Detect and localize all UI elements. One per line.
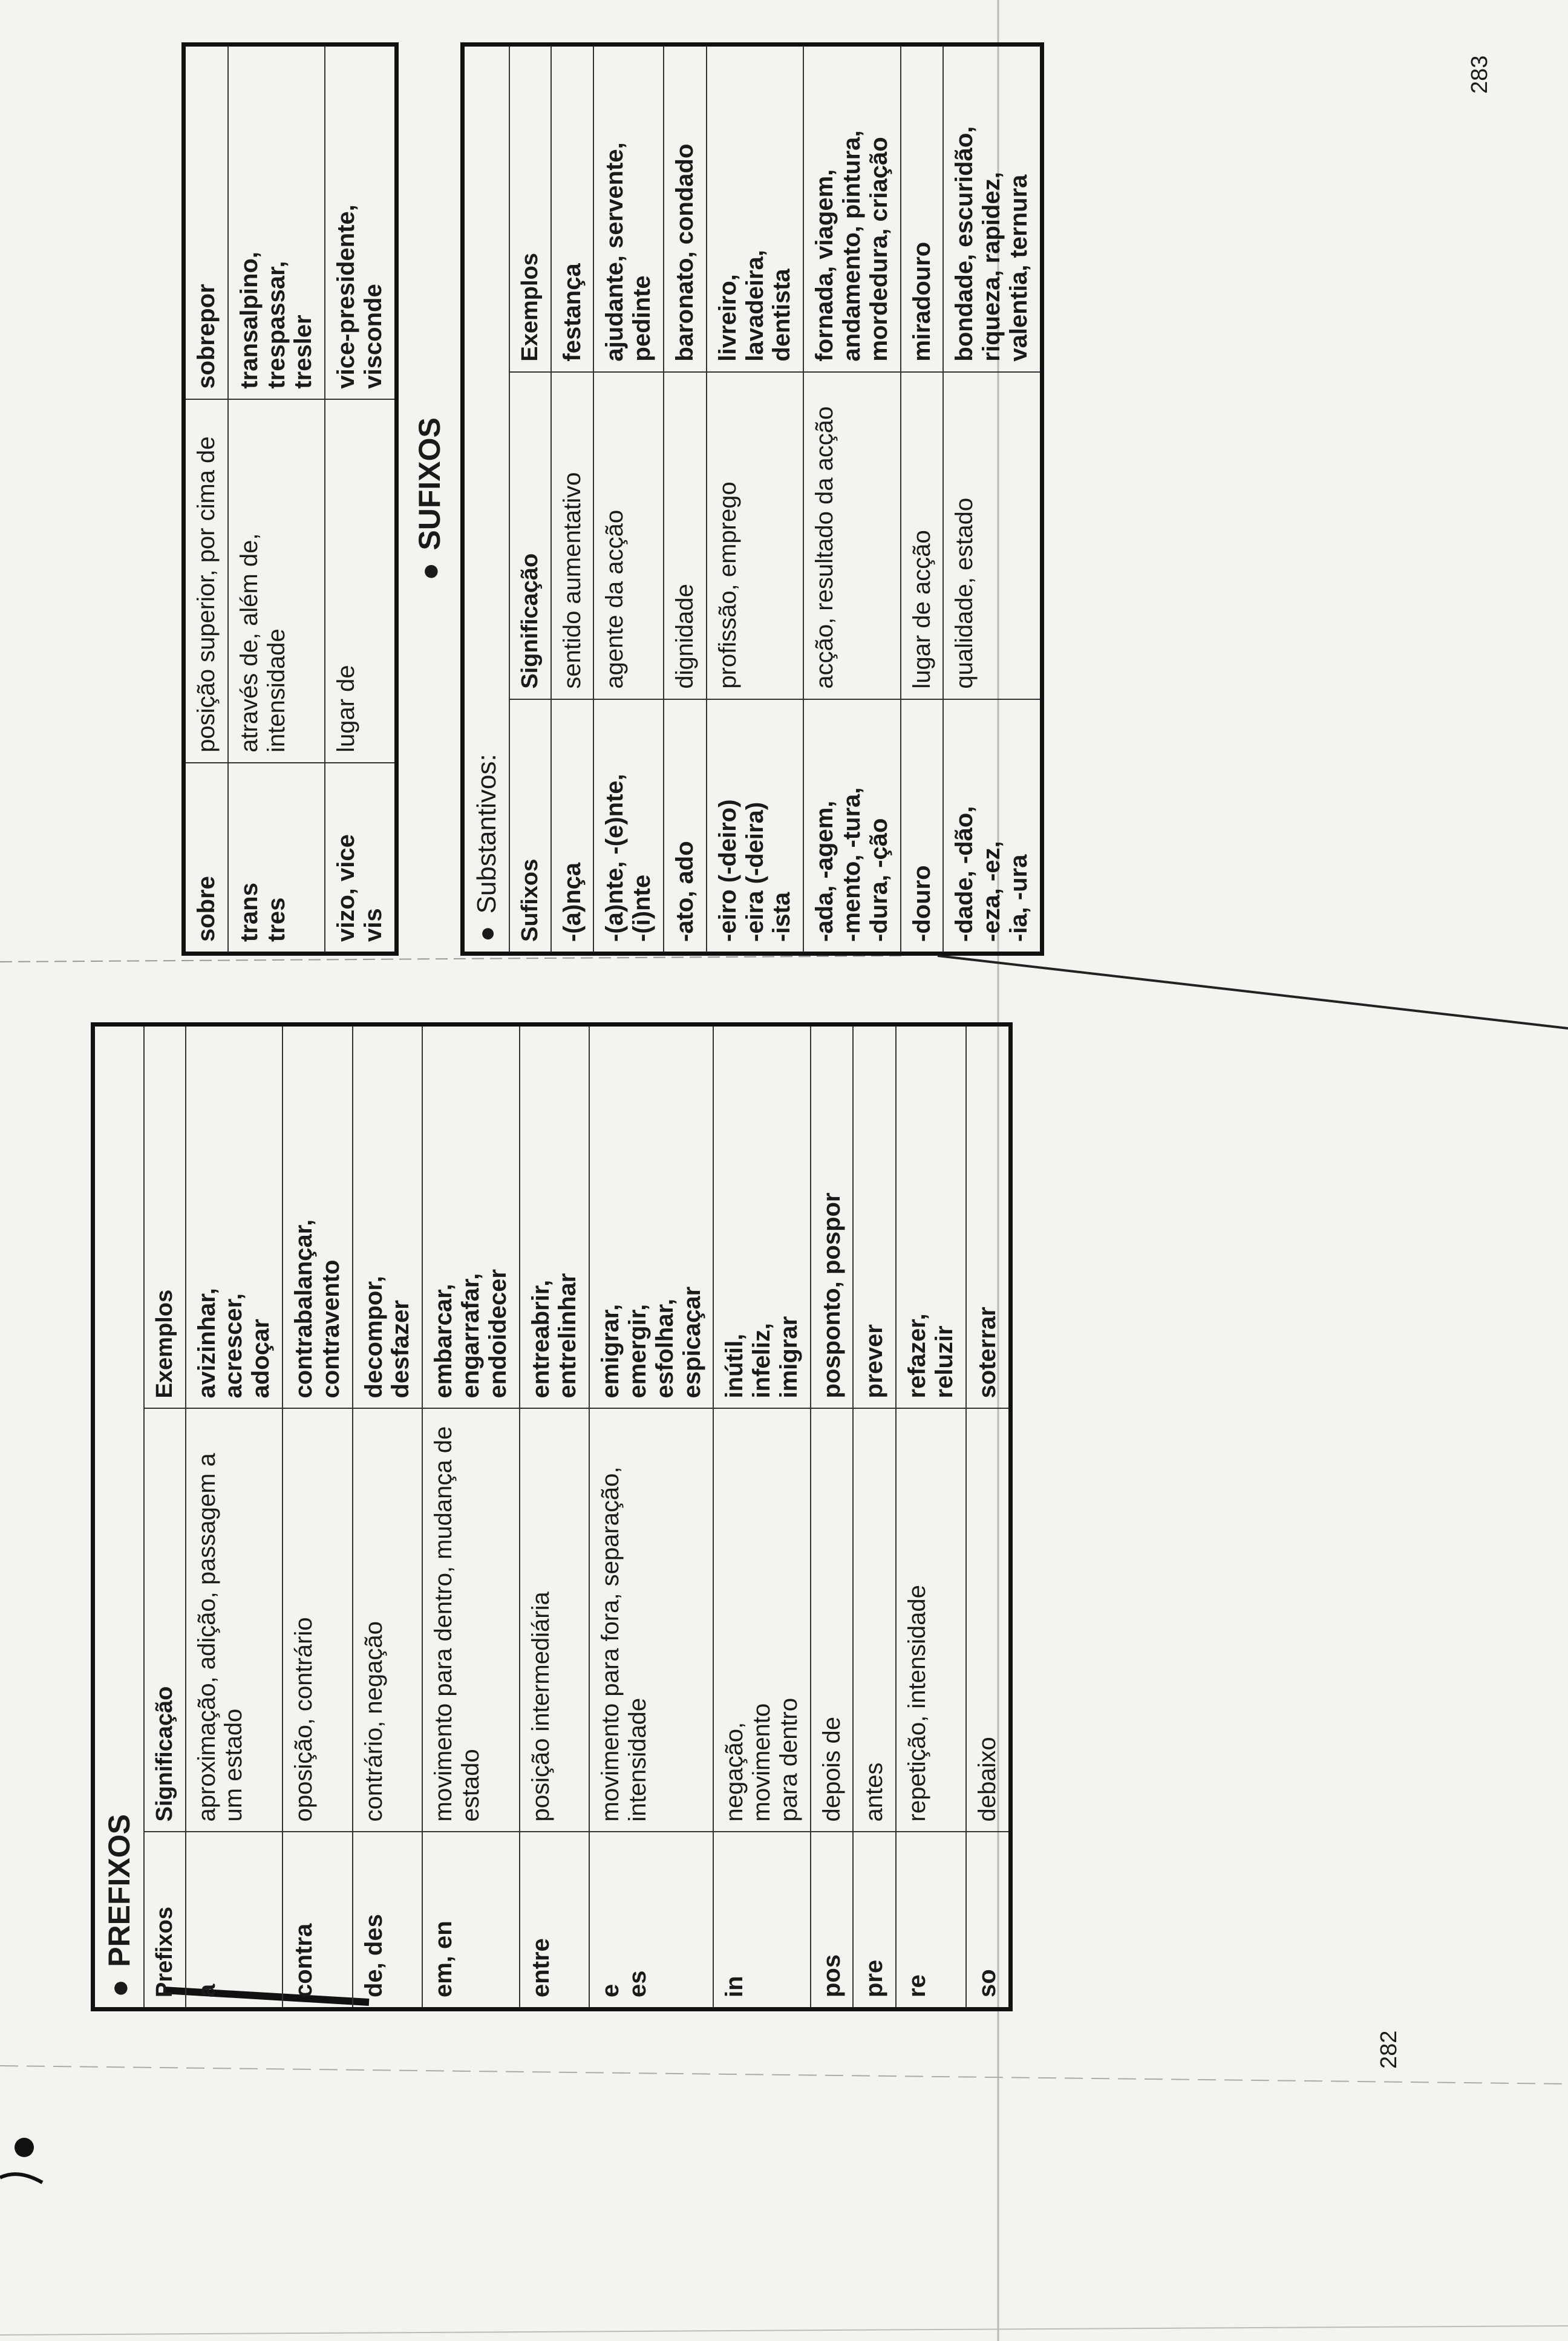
cell-line: -douro: [908, 865, 935, 942]
cell-line: ajudante, servente,: [601, 142, 629, 362]
cell-meaning: [803, 372, 900, 699]
cell-meaning: [520, 1408, 590, 1832]
cell-line: entre: [527, 1938, 554, 1997]
cell-line: pre: [861, 1959, 888, 1997]
cell-prefix: [186, 1832, 283, 2009]
cell-examples: [901, 45, 944, 372]
cell-line: engarrafar,: [457, 1273, 484, 1399]
cell-prefix: [353, 1832, 423, 2009]
header-examples: Exemplos: [144, 1025, 186, 1409]
cell-examples: [811, 1025, 854, 1409]
cell-prefix: [811, 1832, 854, 2009]
cell-line: embarcar,: [430, 1284, 457, 1399]
cell-line: sobrepor: [193, 284, 220, 389]
cell-examples: [803, 45, 900, 372]
cell-line: es: [624, 1970, 651, 1997]
cell-line: entrelinhar: [554, 1273, 581, 1399]
cell-line: fornada, viagem,: [811, 169, 838, 362]
cell-line: lavadeira,: [741, 250, 768, 362]
cell-line: valentia, ternura: [1005, 174, 1032, 362]
cell-line: baronato, condado: [671, 143, 698, 362]
cell-prefix: [325, 763, 396, 954]
cell-line: movimento: [748, 1703, 776, 1822]
page-edge-line: [0, 2326, 1568, 2335]
table-row: [325, 45, 396, 954]
cell-meaning: [551, 372, 594, 699]
prefix-table: [91, 1022, 1013, 2011]
cell-line: contra: [290, 1923, 317, 1997]
bullet-icon: ●: [412, 562, 446, 581]
cell-prefix: [853, 1832, 896, 2009]
cell-line: profissão, emprego: [714, 482, 741, 689]
cell-meaning: [186, 1408, 283, 1832]
cell-line: negação,: [721, 1722, 748, 1822]
substantives-heading: ●Substantivos:: [462, 45, 509, 954]
table-row: [353, 1025, 423, 2010]
cell-line: trespassar,: [263, 261, 290, 389]
header-suffix: Sufixos: [509, 699, 551, 954]
cell-meaning: [713, 1408, 810, 1832]
header-examples: Exemplos: [509, 45, 551, 372]
table-row: [811, 1025, 854, 2010]
cell-meaning: [707, 372, 803, 699]
cell-meaning: [811, 1408, 854, 1832]
cell-line: tres: [263, 897, 290, 942]
cell-line: movimento para dentro, mudança de estado: [430, 1426, 484, 1822]
cell-line: -mento, -tura,: [838, 787, 865, 942]
prefix-continuation-table: [181, 42, 399, 956]
cell-meaning: [901, 372, 944, 699]
cell-meaning: [283, 1408, 353, 1832]
cell-line: em, en: [430, 1921, 457, 1997]
cell-line: re: [904, 1974, 931, 1997]
cell-prefix: [228, 763, 325, 954]
cell-prefix: [713, 1832, 810, 2009]
cell-line: espicaçar: [678, 1286, 705, 1399]
header-prefix: Prefixos: [144, 1832, 186, 2009]
cell-line: emergir,: [624, 1304, 651, 1399]
table-row: [901, 45, 944, 954]
page-number: 282: [1376, 2030, 1402, 2069]
cell-line: posponto, pospor: [818, 1192, 845, 1399]
ink-spot: [15, 2138, 34, 2157]
cell-line: de, des: [360, 1914, 387, 1997]
cell-examples: [186, 1025, 283, 1409]
cell-line: riqueza, rapidez,: [978, 172, 1005, 362]
cell-examples: [353, 1025, 423, 1409]
cell-line: lugar de acção: [908, 530, 935, 689]
cell-line: repetição, intensidade: [904, 1585, 931, 1822]
cell-prefix: [589, 1832, 713, 2009]
cell-meaning: [896, 1408, 966, 1832]
cell-suffix: [901, 699, 944, 954]
cell-meaning: [943, 372, 1042, 699]
cell-line: trans: [235, 883, 263, 942]
cell-line: pos: [818, 1954, 845, 1997]
cell-line: esfolhar,: [651, 1298, 678, 1399]
cell-line: soterrar: [973, 1307, 1001, 1399]
cell-prefix: [896, 1832, 966, 2009]
cell-examples: [593, 45, 664, 372]
bullet-icon: ●: [102, 1979, 136, 1997]
cell-line: -ista: [768, 892, 795, 942]
cell-line: -dade, -dão,: [951, 806, 978, 942]
cell-line: através de, além de, intensidade: [235, 533, 290, 753]
cell-line: avizinhar,: [193, 1288, 220, 1399]
cell-line: mordedura, criação: [865, 137, 892, 362]
cell-line: in: [721, 1976, 748, 1997]
table-row: [186, 1025, 283, 2010]
cell-suffix: [803, 699, 900, 954]
cell-examples: [853, 1025, 896, 1409]
cell-examples: [422, 1025, 519, 1409]
page-edge-line: [938, 956, 1568, 1028]
cell-meaning: [664, 372, 707, 699]
cell-examples: [896, 1025, 966, 1409]
cell-examples: [325, 45, 396, 399]
cell-line: dignidade: [671, 584, 698, 689]
cell-line: so: [973, 1969, 1001, 1997]
cell-line: -ia, -ura: [1005, 854, 1032, 942]
cell-prefix: [520, 1832, 590, 2009]
cell-line: refazer,: [904, 1313, 931, 1399]
cell-line: prever: [861, 1324, 888, 1399]
page-number: 283: [1467, 55, 1492, 94]
cell-line: dentista: [768, 269, 795, 362]
page-283: [181, 42, 1403, 956]
cell-line: reluzir: [931, 1325, 958, 1399]
cell-line: livreiro,: [714, 274, 741, 362]
cell-line: movimento para fora, separação, intensidade: [597, 1466, 651, 1822]
cell-line: desfazer: [387, 1300, 414, 1399]
cell-line: transalpino,: [235, 251, 263, 389]
cell-line: -eiro (-deiro): [714, 799, 741, 942]
table-row: [713, 1025, 810, 2010]
cell-line: -ato, ado: [671, 841, 698, 942]
cell-line: posição superior, por cima de: [193, 436, 220, 753]
cell-line: acrescer,: [220, 1293, 247, 1399]
cell-prefix: [283, 1832, 353, 2009]
cell-line: aproximação, adição, passagem a um estado: [193, 1453, 247, 1822]
page-edge-line: [0, 2066, 1568, 2084]
cell-line: andamento, pintura,: [838, 130, 865, 362]
cell-line: -(a)nça: [558, 862, 586, 942]
cell-line: decompor,: [360, 1276, 387, 1399]
cell-meaning: [184, 399, 228, 763]
cell-examples: [551, 45, 594, 372]
cell-line: emigrar,: [597, 1304, 624, 1399]
cell-line: lugar de: [333, 665, 360, 753]
cell-examples: [228, 45, 325, 399]
cell-line: miradouro: [908, 241, 935, 362]
cell-line: para dentro: [775, 1697, 802, 1822]
cell-line: debaixo: [973, 1737, 1001, 1822]
page-edge-line: [0, 956, 907, 962]
cell-line: tresler: [290, 315, 317, 389]
cell-line: -dura, -ção: [865, 818, 892, 942]
ink-spot: [0, 2174, 42, 2183]
cell-line: festança: [558, 263, 586, 362]
cell-line: infeliz,: [748, 1322, 776, 1399]
header-meaning: Significação: [509, 372, 551, 699]
cell-line: -eza, -ez,: [978, 841, 1005, 942]
cell-line: entreabrir,: [527, 1279, 554, 1399]
header-meaning: Significação: [144, 1408, 186, 1832]
cell-line: sentido aumentativo: [558, 472, 586, 689]
cell-prefix: [184, 763, 228, 954]
table-row: [943, 45, 1042, 954]
suffix-table: [460, 42, 1044, 956]
table-row: [896, 1025, 966, 2010]
cell-suffix: [593, 699, 664, 954]
cell-examples: [520, 1025, 590, 1409]
table-row: [707, 45, 803, 954]
cell-line: contravento: [317, 1259, 344, 1399]
cell-line: vizo, vice: [333, 834, 360, 942]
cell-line: bondade, escuridão,: [951, 126, 978, 362]
cell-meaning: [589, 1408, 713, 1832]
cell-prefix: [422, 1832, 519, 2009]
cell-line: depois de: [818, 1716, 845, 1822]
cell-line: visconde: [359, 284, 387, 389]
prefix-section-title: ●PREFIXOS: [93, 1025, 145, 2010]
cell-meaning: [228, 399, 325, 763]
cell-line: -eira (-deira): [741, 802, 768, 942]
cell-meaning: [966, 1408, 1010, 1832]
table-row: [520, 1025, 590, 2010]
cell-meaning: [325, 399, 396, 763]
cell-examples: [943, 45, 1042, 372]
cell-line: -(i)nte: [629, 874, 656, 942]
cell-meaning: [422, 1408, 519, 1832]
cell-line: acção, resultado da acção: [811, 406, 838, 689]
cell-meaning: [853, 1408, 896, 1832]
cell-line: inútil,: [721, 1333, 748, 1399]
cell-examples: [184, 45, 228, 399]
table-row: [422, 1025, 519, 2010]
cell-prefix: [966, 1832, 1010, 2009]
cell-examples: [713, 1025, 810, 1409]
cell-line: antes: [861, 1762, 888, 1822]
cell-line: pedinte: [629, 275, 656, 362]
cell-suffix: [943, 699, 1042, 954]
cell-line: -ada, -agem,: [811, 800, 838, 942]
table-row: [283, 1025, 353, 2010]
bullet-icon: ●: [471, 926, 501, 942]
cell-examples: [664, 45, 707, 372]
cell-line: contrabalançar,: [290, 1219, 317, 1399]
table-row: [853, 1025, 896, 2010]
cell-line: posição intermediária: [527, 1592, 554, 1822]
table-row: [589, 1025, 713, 2010]
cell-line: sobre: [193, 876, 220, 942]
cell-line: a: [193, 1983, 220, 1997]
cell-suffix: [707, 699, 803, 954]
cell-line: -(a)nte, -(e)nte,: [601, 774, 629, 942]
cell-line: contrário, negação: [360, 1621, 387, 1822]
cell-line: vice-presidente,: [333, 204, 360, 389]
cell-line: agente da acção: [601, 509, 629, 689]
cell-line: vis: [359, 908, 387, 942]
cell-suffix: [664, 699, 707, 954]
page-282: [91, 1022, 1500, 2011]
table-row: [966, 1025, 1010, 2010]
table-row: [664, 45, 707, 954]
cell-examples: [589, 1025, 713, 1409]
table-row: [184, 45, 228, 954]
cell-line: e: [597, 1983, 624, 1997]
cell-meaning: [593, 372, 664, 699]
cell-suffix: [551, 699, 594, 954]
cell-examples: [966, 1025, 1010, 1409]
table-row: [551, 45, 594, 954]
cell-meaning: [353, 1408, 423, 1832]
cell-examples: [707, 45, 803, 372]
cell-line: qualidade, estado: [951, 497, 978, 689]
table-row: [593, 45, 664, 954]
table-row: [228, 45, 325, 954]
cell-examples: [283, 1025, 353, 1409]
cell-line: oposição, contrário: [290, 1617, 317, 1822]
cell-line: imigrar: [775, 1316, 802, 1399]
table-row: [803, 45, 900, 954]
suffix-section-title: ●SUFIXOS: [412, 417, 446, 581]
cell-line: endoidecer: [484, 1269, 511, 1399]
cell-line: adoçar: [247, 1319, 275, 1399]
